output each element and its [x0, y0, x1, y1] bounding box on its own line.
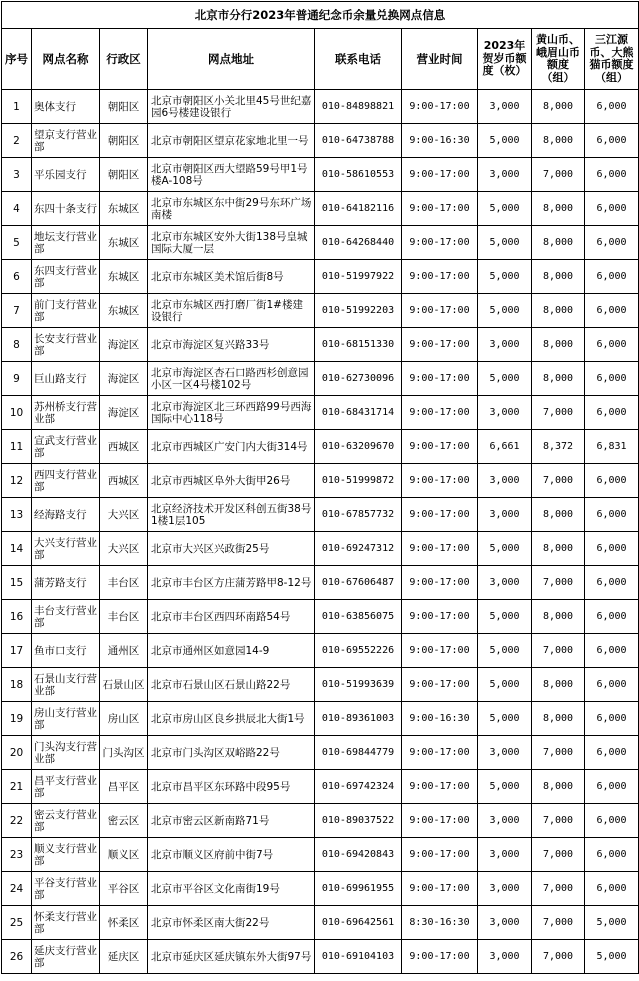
row-phone: 010-64182116	[315, 192, 402, 226]
row-name: 房山支行营业部	[32, 702, 100, 736]
row-address: 北京市西城区阜外大街甲26号	[148, 464, 315, 498]
row-hours: 9:00-17:00	[402, 464, 478, 498]
row-quota-2023: 5,000	[478, 226, 532, 260]
row-district: 东城区	[100, 192, 148, 226]
row-phone: 010-63856075	[315, 600, 402, 634]
row-district: 海淀区	[100, 362, 148, 396]
row-address: 北京市平谷区文化南街19号	[148, 872, 315, 906]
row-quota-huangshan: 8,000	[532, 600, 585, 634]
row-name: 昌平支行营业部	[32, 770, 100, 804]
row-address: 北京市海淀区复兴路33号	[148, 328, 315, 362]
row-district: 东城区	[100, 260, 148, 294]
row-quota-huangshan: 8,000	[532, 294, 585, 328]
row-no: 16	[2, 600, 32, 634]
row-district: 朝阳区	[100, 158, 148, 192]
row-quota-2023: 3,000	[478, 804, 532, 838]
row-quota-2023: 3,000	[478, 566, 532, 600]
row-quota-huangshan: 8,000	[532, 532, 585, 566]
row-quota-sanjiangyuan: 6,000	[585, 294, 639, 328]
row-hours: 9:00-17:00	[402, 736, 478, 770]
row-phone: 010-58610553	[315, 158, 402, 192]
row-quota-2023: 3,000	[478, 396, 532, 430]
row-phone: 010-69961955	[315, 872, 402, 906]
row-district: 昌平区	[100, 770, 148, 804]
row-address: 北京市延庆区延庆镇东外大街97号	[148, 940, 315, 974]
row-name: 西四支行营业部	[32, 464, 100, 498]
row-phone: 010-69552226	[315, 634, 402, 668]
row-no: 5	[2, 226, 32, 260]
row-district: 门头沟区	[100, 736, 148, 770]
row-address: 北京市东城区西打磨厂街1#楼建设银行	[148, 294, 315, 328]
row-no: 26	[2, 940, 32, 974]
table-row	[2, 464, 639, 498]
row-quota-2023: 5,000	[478, 634, 532, 668]
row-name: 石景山支行营业部	[32, 668, 100, 702]
row-district: 东城区	[100, 294, 148, 328]
row-address: 北京市顺义区府前中街7号	[148, 838, 315, 872]
row-district: 海淀区	[100, 328, 148, 362]
row-address: 北京经济技术开发区科创五街38号1楼1层105	[148, 498, 315, 532]
header-address: 网点地址	[148, 29, 315, 90]
row-quota-sanjiangyuan: 6,000	[585, 124, 639, 158]
row-quota-sanjiangyuan: 6,000	[585, 226, 639, 260]
row-phone: 010-89037522	[315, 804, 402, 838]
row-quota-2023: 3,000	[478, 498, 532, 532]
table-row	[2, 294, 639, 328]
row-quota-sanjiangyuan: 6,000	[585, 192, 639, 226]
row-no: 2	[2, 124, 32, 158]
table-row	[2, 770, 639, 804]
row-quota-sanjiangyuan: 6,000	[585, 158, 639, 192]
row-district: 海淀区	[100, 396, 148, 430]
row-quota-sanjiangyuan: 6,000	[585, 872, 639, 906]
row-no: 17	[2, 634, 32, 668]
table-row	[2, 600, 639, 634]
row-hours: 9:00-17:00	[402, 600, 478, 634]
row-quota-2023: 5,000	[478, 668, 532, 702]
table-row	[2, 634, 639, 668]
row-quota-2023: 5,000	[478, 192, 532, 226]
row-quota-sanjiangyuan: 6,000	[585, 260, 639, 294]
table-row	[2, 906, 639, 940]
row-hours: 9:00-17:00	[402, 566, 478, 600]
row-district: 东城区	[100, 226, 148, 260]
row-no: 3	[2, 158, 32, 192]
row-hours: 9:00-17:00	[402, 260, 478, 294]
row-hours: 9:00-17:00	[402, 770, 478, 804]
row-quota-2023: 5,000	[478, 362, 532, 396]
row-quota-2023: 3,000	[478, 328, 532, 362]
table-row	[2, 90, 639, 124]
row-no: 15	[2, 566, 32, 600]
row-quota-huangshan: 7,000	[532, 566, 585, 600]
table-row	[2, 226, 639, 260]
row-no: 18	[2, 668, 32, 702]
row-hours: 9:00-17:00	[402, 872, 478, 906]
row-name: 奥体支行	[32, 90, 100, 124]
row-phone: 010-64268440	[315, 226, 402, 260]
row-phone: 010-51993639	[315, 668, 402, 702]
row-quota-2023: 5,000	[478, 770, 532, 804]
row-address: 北京市房山区良乡拱辰北大街1号	[148, 702, 315, 736]
row-no: 12	[2, 464, 32, 498]
row-quota-sanjiangyuan: 6,000	[585, 464, 639, 498]
row-address: 北京市东城区美术馆后街8号	[148, 260, 315, 294]
row-quota-huangshan: 8,000	[532, 192, 585, 226]
row-name: 丰台支行营业部	[32, 600, 100, 634]
row-address: 北京市昌平区东环路中段95号	[148, 770, 315, 804]
row-name: 平乐园支行	[32, 158, 100, 192]
table-row	[2, 498, 639, 532]
row-no: 6	[2, 260, 32, 294]
row-name: 经海路支行	[32, 498, 100, 532]
row-address: 北京市海淀区北三环西路99号西海国际中心118号	[148, 396, 315, 430]
row-district: 丰台区	[100, 566, 148, 600]
row-no: 24	[2, 872, 32, 906]
row-quota-2023: 3,000	[478, 158, 532, 192]
row-quota-huangshan: 8,000	[532, 770, 585, 804]
row-quota-huangshan: 7,000	[532, 158, 585, 192]
row-quota-sanjiangyuan: 6,000	[585, 702, 639, 736]
row-name: 顺义支行营业部	[32, 838, 100, 872]
row-phone: 010-67857732	[315, 498, 402, 532]
row-hours: 9:00-17:00	[402, 226, 478, 260]
row-quota-huangshan: 8,000	[532, 498, 585, 532]
row-quota-huangshan: 8,000	[532, 226, 585, 260]
row-phone: 010-69104103	[315, 940, 402, 974]
row-quota-2023: 3,000	[478, 838, 532, 872]
row-quota-2023: 3,000	[478, 464, 532, 498]
row-phone: 010-51997922	[315, 260, 402, 294]
table-row	[2, 362, 639, 396]
row-hours: 9:00-16:30	[402, 702, 478, 736]
row-hours: 9:00-17:00	[402, 430, 478, 464]
row-no: 11	[2, 430, 32, 464]
row-address: 北京市石景山区石景山路22号	[148, 668, 315, 702]
row-address: 北京市东城区安外大街138号皇城国际大厦一层	[148, 226, 315, 260]
row-address: 北京市西城区广安门内大街314号	[148, 430, 315, 464]
row-name: 蒲芳路支行	[32, 566, 100, 600]
row-hours: 9:00-17:00	[402, 158, 478, 192]
header-name: 网点名称	[32, 29, 100, 90]
row-no: 20	[2, 736, 32, 770]
header-row	[2, 29, 639, 90]
row-district: 西城区	[100, 464, 148, 498]
row-no: 23	[2, 838, 32, 872]
row-address: 北京市朝阳区西大望路59号甲1号楼A-108号	[148, 158, 315, 192]
row-hours: 9:00-17:00	[402, 396, 478, 430]
row-quota-sanjiangyuan: 5,000	[585, 940, 639, 974]
row-address: 北京市海淀区杏石口路西杉创意园小区一区4号楼102号	[148, 362, 315, 396]
row-phone: 010-63209670	[315, 430, 402, 464]
row-quota-sanjiangyuan: 6,000	[585, 736, 639, 770]
row-phone: 010-67606487	[315, 566, 402, 600]
header-quota-sanjiangyuan: 三江源币、大熊猫币额度（组）	[585, 29, 639, 90]
header-quota-huangshan: 黄山币、峨眉山币额度（组）	[532, 29, 585, 90]
row-quota-2023: 5,000	[478, 600, 532, 634]
row-district: 平谷区	[100, 872, 148, 906]
row-quota-sanjiangyuan: 6,000	[585, 634, 639, 668]
row-hours: 8:30-16:30	[402, 906, 478, 940]
table-row	[2, 328, 639, 362]
row-hours: 9:00-17:00	[402, 192, 478, 226]
row-hours: 9:00-16:30	[402, 124, 478, 158]
table-row	[2, 838, 639, 872]
row-phone: 010-51999872	[315, 464, 402, 498]
row-district: 朝阳区	[100, 90, 148, 124]
row-no: 4	[2, 192, 32, 226]
table-row	[2, 192, 639, 226]
row-district: 通州区	[100, 634, 148, 668]
row-quota-sanjiangyuan: 6,000	[585, 532, 639, 566]
row-hours: 9:00-17:00	[402, 294, 478, 328]
row-district: 怀柔区	[100, 906, 148, 940]
row-hours: 9:00-17:00	[402, 634, 478, 668]
row-district: 丰台区	[100, 600, 148, 634]
row-no: 13	[2, 498, 32, 532]
row-phone: 010-84898821	[315, 90, 402, 124]
header-quota-2023: 2023年贺岁币额度（枚）	[478, 29, 532, 90]
row-phone: 010-51992203	[315, 294, 402, 328]
header-district: 行政区	[100, 29, 148, 90]
row-name: 鱼市口支行	[32, 634, 100, 668]
row-address: 北京市丰台区方庄蒲芳路甲8-12号	[148, 566, 315, 600]
row-quota-huangshan: 8,372	[532, 430, 585, 464]
row-quota-sanjiangyuan: 6,000	[585, 838, 639, 872]
row-name: 东四支行营业部	[32, 260, 100, 294]
row-district: 石景山区	[100, 668, 148, 702]
row-no: 25	[2, 906, 32, 940]
row-address: 北京市门头沟区双峪路22号	[148, 736, 315, 770]
row-phone: 010-69642561	[315, 906, 402, 940]
row-name: 地坛支行营业部	[32, 226, 100, 260]
row-name: 苏州桥支行营业部	[32, 396, 100, 430]
row-quota-huangshan: 7,000	[532, 940, 585, 974]
row-hours: 9:00-17:00	[402, 498, 478, 532]
row-no: 9	[2, 362, 32, 396]
row-quota-sanjiangyuan: 6,831	[585, 430, 639, 464]
row-name: 前门支行营业部	[32, 294, 100, 328]
row-quota-sanjiangyuan: 6,000	[585, 668, 639, 702]
row-phone: 010-69420843	[315, 838, 402, 872]
row-quota-2023: 3,000	[478, 736, 532, 770]
header-hours: 营业时间	[402, 29, 478, 90]
row-address: 北京市通州区如意园14-9	[148, 634, 315, 668]
table-row	[2, 124, 639, 158]
row-quota-huangshan: 7,000	[532, 838, 585, 872]
row-quota-huangshan: 7,000	[532, 804, 585, 838]
exchange-outlets-table	[1, 1, 639, 974]
table-row	[2, 430, 639, 464]
row-quota-sanjiangyuan: 6,000	[585, 90, 639, 124]
row-hours: 9:00-17:00	[402, 838, 478, 872]
row-phone: 010-69247312	[315, 532, 402, 566]
row-quota-sanjiangyuan: 6,000	[585, 600, 639, 634]
row-quota-huangshan: 7,000	[532, 872, 585, 906]
row-quota-sanjiangyuan: 6,000	[585, 566, 639, 600]
row-district: 西城区	[100, 430, 148, 464]
row-address: 北京市朝阳区小关北里45号世纪嘉园6号楼建设银行	[148, 90, 315, 124]
row-quota-huangshan: 8,000	[532, 260, 585, 294]
table-body	[2, 90, 639, 974]
row-phone: 010-62730096	[315, 362, 402, 396]
row-quota-sanjiangyuan: 6,000	[585, 804, 639, 838]
row-phone: 010-68431714	[315, 396, 402, 430]
row-quota-huangshan: 8,000	[532, 124, 585, 158]
row-district: 顺义区	[100, 838, 148, 872]
row-phone: 010-68151330	[315, 328, 402, 362]
row-quota-2023: 5,000	[478, 260, 532, 294]
row-quota-2023: 3,000	[478, 940, 532, 974]
row-quota-sanjiangyuan: 6,000	[585, 770, 639, 804]
row-quota-huangshan: 8,000	[532, 90, 585, 124]
row-name: 东四十条支行	[32, 192, 100, 226]
row-phone: 010-64738788	[315, 124, 402, 158]
row-quota-sanjiangyuan: 6,000	[585, 328, 639, 362]
table-row	[2, 872, 639, 906]
table-row	[2, 158, 639, 192]
row-no: 8	[2, 328, 32, 362]
row-name: 怀柔支行营业部	[32, 906, 100, 940]
row-quota-2023: 6,661	[478, 430, 532, 464]
row-hours: 9:00-17:00	[402, 532, 478, 566]
row-address: 北京市密云区新南路71号	[148, 804, 315, 838]
row-quota-huangshan: 8,000	[532, 668, 585, 702]
row-district: 大兴区	[100, 498, 148, 532]
row-hours: 9:00-17:00	[402, 362, 478, 396]
row-address: 北京市大兴区兴政街25号	[148, 532, 315, 566]
row-name: 望京支行营业部	[32, 124, 100, 158]
row-no: 14	[2, 532, 32, 566]
row-name: 门头沟支行营业部	[32, 736, 100, 770]
row-quota-huangshan: 7,000	[532, 736, 585, 770]
row-no: 7	[2, 294, 32, 328]
header-phone: 联系电话	[315, 29, 402, 90]
table-row	[2, 668, 639, 702]
row-quota-sanjiangyuan: 5,000	[585, 906, 639, 940]
row-hours: 9:00-17:00	[402, 90, 478, 124]
row-address: 北京市东城区东中街29号东环广场南楼	[148, 192, 315, 226]
row-address: 北京市怀柔区南大街22号	[148, 906, 315, 940]
row-quota-2023: 5,000	[478, 124, 532, 158]
row-quota-sanjiangyuan: 6,000	[585, 362, 639, 396]
row-address: 北京市朝阳区望京花家地北里一号	[148, 124, 315, 158]
table-row	[2, 396, 639, 430]
row-district: 朝阳区	[100, 124, 148, 158]
row-quota-huangshan: 7,000	[532, 396, 585, 430]
row-quota-2023: 5,000	[478, 532, 532, 566]
row-quota-sanjiangyuan: 6,000	[585, 396, 639, 430]
row-name: 平谷支行营业部	[32, 872, 100, 906]
row-name: 长安支行营业部	[32, 328, 100, 362]
row-name: 巨山路支行	[32, 362, 100, 396]
row-hours: 9:00-17:00	[402, 328, 478, 362]
table-row	[2, 566, 639, 600]
table-row	[2, 532, 639, 566]
row-no: 10	[2, 396, 32, 430]
row-name: 宣武支行营业部	[32, 430, 100, 464]
row-phone: 010-89361003	[315, 702, 402, 736]
row-no: 19	[2, 702, 32, 736]
header-no: 序号	[2, 29, 32, 90]
row-name: 密云支行营业部	[32, 804, 100, 838]
row-quota-huangshan: 7,000	[532, 906, 585, 940]
row-hours: 9:00-17:00	[402, 804, 478, 838]
row-quota-sanjiangyuan: 6,000	[585, 498, 639, 532]
row-phone: 010-69844779	[315, 736, 402, 770]
row-quota-huangshan: 7,000	[532, 634, 585, 668]
row-district: 房山区	[100, 702, 148, 736]
row-quota-huangshan: 7,000	[532, 464, 585, 498]
row-name: 延庆支行营业部	[32, 940, 100, 974]
row-quota-2023: 3,000	[478, 906, 532, 940]
row-quota-2023: 3,000	[478, 90, 532, 124]
row-no: 22	[2, 804, 32, 838]
page-title: 北京市分行2023年普通纪念币余量兑换网点信息	[2, 2, 639, 29]
row-no: 21	[2, 770, 32, 804]
row-quota-2023: 3,000	[478, 872, 532, 906]
row-quota-huangshan: 8,000	[532, 702, 585, 736]
table-row	[2, 736, 639, 770]
row-no: 1	[2, 90, 32, 124]
row-quota-huangshan: 8,000	[532, 328, 585, 362]
row-quota-huangshan: 8,000	[532, 362, 585, 396]
row-hours: 9:00-17:00	[402, 940, 478, 974]
table-row	[2, 260, 639, 294]
row-quota-2023: 5,000	[478, 294, 532, 328]
table-row	[2, 804, 639, 838]
row-district: 延庆区	[100, 940, 148, 974]
row-address: 北京市丰台区西四环南路54号	[148, 600, 315, 634]
table-row	[2, 702, 639, 736]
row-quota-2023: 5,000	[478, 702, 532, 736]
row-hours: 9:00-17:00	[402, 668, 478, 702]
row-district: 大兴区	[100, 532, 148, 566]
row-name: 大兴支行营业部	[32, 532, 100, 566]
row-district: 密云区	[100, 804, 148, 838]
row-phone: 010-69742324	[315, 770, 402, 804]
table-row	[2, 940, 639, 974]
